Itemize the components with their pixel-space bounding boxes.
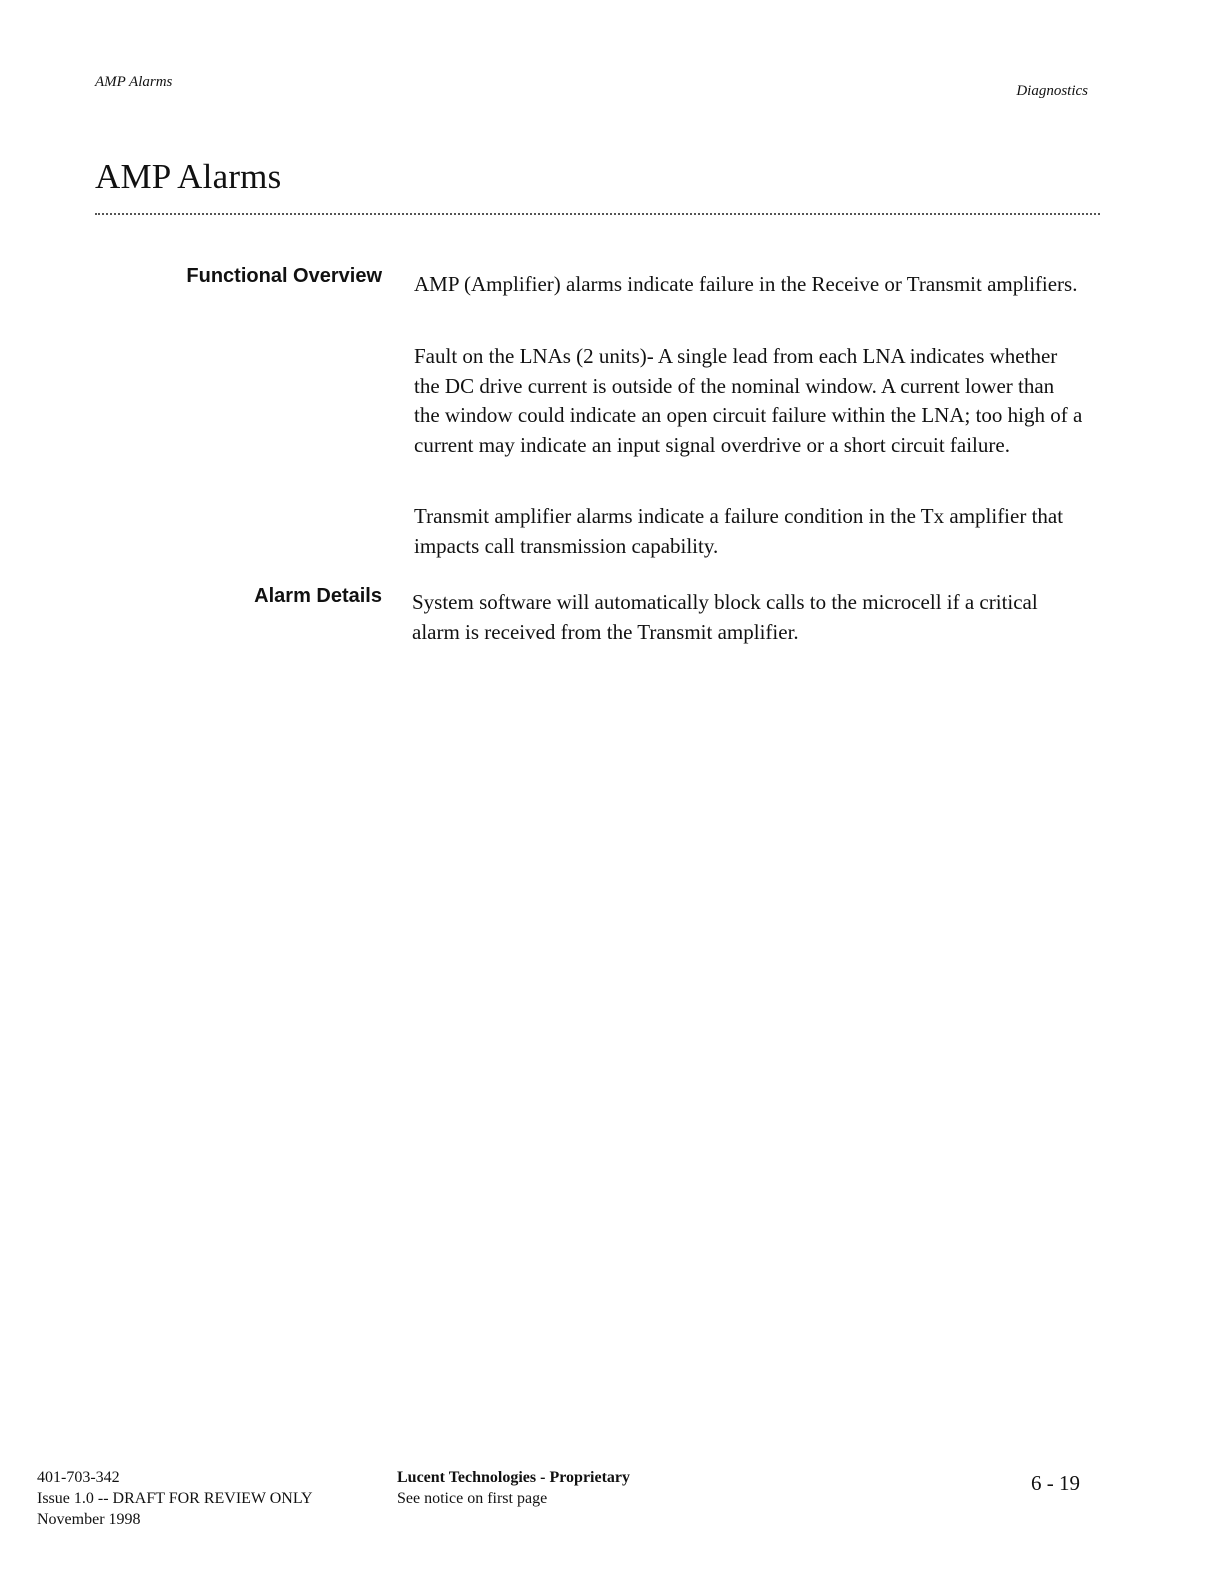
functional-overview-paragraph-2: Fault on the LNAs (2 units)- A single lead from each LNA indicates whether the DC drive current is outside of the nominal window. A current lower than the window could indicate an open circuit failure within the LNA; too high of a current may indicate an input signal overdrive or a short circuit failure. <box>414 344 1083 457</box>
running-header-right: Diagnostics <box>1016 83 1088 99</box>
footer-proprietary-notice <box>397 1467 630 1509</box>
alarm-details-paragraph: System software will automatically block calls to the microcell if a critical alarm is received from the Transmit amplifier. <box>412 590 1038 644</box>
functional-overview-label: Functional Overview <box>186 265 382 287</box>
issue-date: November 1998 <box>37 1511 141 1528</box>
alarm-details-label: Alarm Details <box>254 585 382 607</box>
page-number: 6 - 19 <box>1031 1471 1080 1495</box>
notice-reference: See notice on first page <box>397 1490 548 1507</box>
title-divider <box>95 213 1100 215</box>
document-number: 401-703-342 <box>37 1469 120 1486</box>
page-title: AMP Alarms <box>95 157 282 196</box>
company-proprietary: Lucent Technologies - Proprietary <box>397 1469 631 1486</box>
functional-overview-paragraph-1: AMP (Amplifier) alarms indicate failure in the Receive or Transmit amplifiers. <box>414 272 1078 296</box>
functional-overview-paragraph-3: Transmit amplifier alarms indicate a failure condition in the Tx amplifier that impacts call transmission capability. <box>414 504 1064 558</box>
footer-document-info <box>37 1467 313 1530</box>
issue-status: Issue 1.0 -- DRAFT FOR REVIEW ONLY <box>37 1490 313 1507</box>
running-header-left: AMP Alarms <box>95 74 173 90</box>
